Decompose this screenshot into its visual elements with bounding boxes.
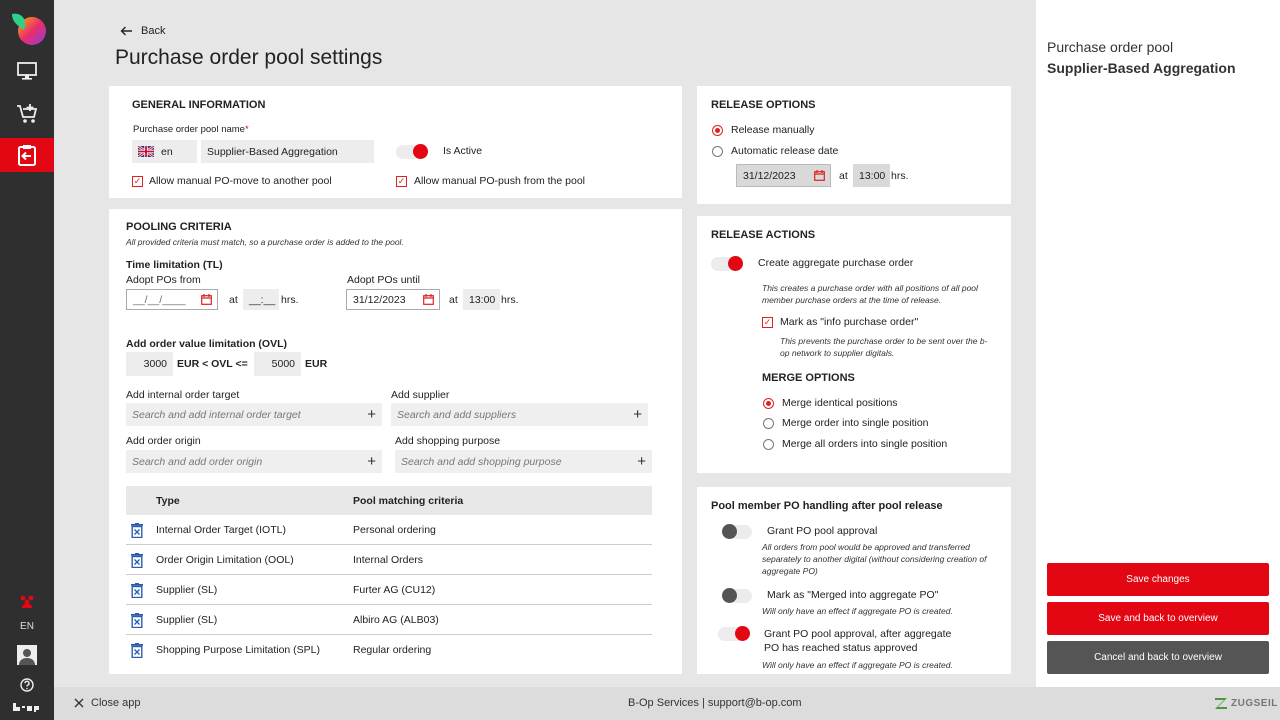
release-options-heading: RELEASE OPTIONS: [711, 99, 816, 111]
trash-icon[interactable]: [131, 583, 143, 598]
page-title: Purchase order pool settings: [115, 46, 383, 69]
clipboard-arrow-icon: [17, 144, 37, 166]
calendar-icon: [814, 170, 825, 181]
brand-logo: [1214, 696, 1278, 710]
save-and-back-button[interactable]: Save and back to overview: [1047, 602, 1269, 635]
row-value: Internal Orders: [353, 553, 424, 566]
pooling-heading: POOLING CRITERIA: [126, 221, 232, 233]
plus-icon[interactable]: +: [637, 453, 646, 470]
release-hrs-label: hrs.: [891, 170, 909, 182]
trash-icon[interactable]: [131, 613, 143, 628]
manual-push-checkbox[interactable]: ✓: [397, 176, 406, 186]
release-manual-radio[interactable]: [712, 125, 723, 136]
side-title: Purchase order pool: [1047, 39, 1174, 55]
table-row: [126, 545, 652, 575]
merge-all-label: Merge all orders into single position: [782, 438, 948, 450]
merge-single-radio[interactable]: [763, 418, 774, 429]
ovl-max-input[interactable]: 5000: [254, 352, 301, 376]
release-date-input[interactable]: [736, 164, 831, 187]
merged-mark-note: Will only have an effect if aggregate PO is created.: [762, 606, 953, 616]
supplier-label: Add supplier: [391, 389, 450, 401]
language-code: en: [161, 145, 173, 158]
row-type: Supplier (SL): [156, 583, 218, 596]
merged-mark-toggle[interactable]: [722, 589, 752, 603]
merge-single-label: Merge order into single position: [782, 417, 929, 429]
from-hrs-label: hrs.: [281, 294, 299, 306]
grant-after-label: Grant PO pool approval, after aggregate PO has reached status approved: [764, 628, 952, 654]
table-row: [126, 635, 652, 665]
iot-label: Add internal order target: [126, 389, 240, 401]
release-auto-label: Automatic release date: [731, 145, 839, 157]
is-active-label: Is Active: [443, 145, 483, 157]
manual-move-checkbox[interactable]: ✓: [133, 176, 142, 186]
language-switch[interactable]: EN: [20, 621, 34, 632]
row-type: Shopping Purpose Limitation (SPL): [156, 644, 321, 656]
bop-logo-icon: [12, 702, 42, 712]
adopt-from-label: Adopt POs from: [126, 274, 201, 286]
adopt-until-time-input[interactable]: 13:00: [463, 289, 500, 310]
uk-flag-icon: [138, 146, 154, 157]
ovl-condition-label: EUR < OVL <=: [177, 358, 248, 370]
grant-approval-toggle[interactable]: [722, 525, 752, 539]
member-handling-heading: Pool member PO handling after pool release: [711, 500, 943, 512]
adopt-until-date-input[interactable]: [346, 289, 440, 310]
from-at-label: at: [229, 294, 238, 306]
column-criteria: Pool matching criteria: [353, 494, 464, 507]
adopt-from-time-input[interactable]: __:__: [243, 289, 279, 310]
monitor-nav-item[interactable]: [0, 54, 54, 88]
calendar-icon: [423, 294, 434, 305]
until-hrs-label: hrs.: [501, 294, 519, 306]
trash-icon[interactable]: [131, 643, 143, 658]
row-type: Internal Order Target (IOTL): [156, 523, 286, 536]
row-type: Order Origin Limitation (OOL): [156, 553, 294, 566]
calendar-icon: [201, 294, 212, 305]
supplier-search-input[interactable]: Search and add suppliers +: [391, 403, 648, 426]
trash-icon[interactable]: [131, 553, 143, 568]
release-at-label: at: [839, 170, 848, 182]
release-time-input[interactable]: 13:00: [853, 164, 890, 187]
manual-move-label: Allow manual PO-move to another pool: [149, 175, 332, 187]
purpose-label: Add shopping purpose: [395, 435, 501, 447]
ovl-heading: Add order value limitation (OVL): [126, 338, 288, 350]
team-icon: [19, 595, 35, 609]
footer-bar: [54, 687, 1280, 720]
adopt-until-date: 31/12/2023: [353, 293, 406, 306]
merge-all-radio[interactable]: [763, 439, 774, 450]
column-type: Type: [156, 494, 180, 507]
create-aggregate-toggle[interactable]: [711, 257, 741, 271]
bop-logo: [0, 698, 54, 716]
plus-icon[interactable]: +: [367, 406, 376, 423]
create-aggregate-note: This creates a purchase order with all positions of all pool member purchase orders at the time of release.: [762, 283, 978, 304]
footer-support-text: B-Op Services | support@b-op.com: [628, 697, 802, 709]
avatar-icon: [17, 645, 37, 665]
plus-icon[interactable]: +: [633, 406, 642, 423]
left-nav-rail: [0, 0, 54, 720]
adopt-from-date: __/__/____: [133, 293, 186, 306]
manual-push-label: Allow manual PO-push from the pool: [414, 175, 585, 187]
save-button[interactable]: Save changes: [1047, 563, 1269, 596]
row-type: Supplier (SL): [156, 613, 218, 626]
release-manual-label: Release manually: [731, 124, 815, 136]
language-select[interactable]: [132, 140, 197, 163]
create-aggregate-label: Create aggregate purchase order: [758, 257, 914, 269]
release-auto-radio[interactable]: [712, 146, 723, 157]
app-logo: [8, 10, 48, 48]
trash-icon[interactable]: [131, 523, 143, 538]
pool-name-input[interactable]: Supplier-Based Aggregation: [201, 140, 374, 163]
ovl-unit-label: EUR: [305, 358, 328, 370]
side-subtitle: Supplier-Based Aggregation: [1047, 60, 1236, 76]
back-label: Back: [141, 25, 166, 37]
monitor-icon: [17, 62, 37, 80]
info-po-note: This prevents the purchase order to be sent over the b-op network to supplier digitals.: [780, 336, 988, 358]
release-date: 31/12/2023: [743, 169, 796, 182]
adopt-until-label: Adopt POs until: [347, 274, 420, 286]
info-po-checkbox[interactable]: ✓: [763, 317, 772, 327]
close-icon: [74, 698, 84, 708]
merge-identical-radio[interactable]: [763, 398, 774, 409]
release-actions-heading: RELEASE ACTIONS: [711, 229, 816, 241]
row-value: Regular ordering: [353, 644, 432, 656]
cancel-button[interactable]: Cancel and back to overview: [1047, 641, 1269, 674]
help-icon: [20, 678, 34, 692]
pooling-note: All provided criteria must match, so a purchase order is added to the pool.: [126, 237, 404, 247]
plus-icon[interactable]: +: [367, 453, 376, 470]
add-cart-icon: [16, 103, 38, 125]
criteria-table-header: [126, 486, 652, 515]
arrow-left-icon: [120, 26, 133, 36]
table-row: [126, 575, 652, 605]
is-active-toggle[interactable]: [396, 145, 426, 159]
grant-after-note: Will only have an effect if aggregate PO is created.: [762, 660, 953, 670]
close-app-label: Close app: [91, 697, 141, 709]
ovl-min-input[interactable]: 3000: [126, 352, 173, 376]
table-row: [126, 515, 652, 545]
close-app-button[interactable]: [74, 697, 141, 709]
grant-approval-note: All orders from pool would be approved and transferred separately to another digital (without considering creation of aggregate PO): [762, 542, 987, 576]
origin-search-input[interactable]: Search and add order origin +: [126, 450, 382, 473]
until-at-label: at: [449, 294, 458, 306]
grant-after-toggle[interactable]: [718, 627, 748, 641]
user-nav-item[interactable]: [0, 640, 54, 670]
pool-name-label: Purchase order pool name*: [133, 124, 249, 135]
grant-approval-label: Grant PO pool approval: [767, 525, 878, 537]
merged-mark-label: Mark as "Merged into aggregate PO": [767, 589, 939, 601]
brand-name: ZUGSEIL: [1231, 697, 1278, 709]
row-value: Furter AG (CU12): [353, 583, 436, 596]
table-row: [126, 605, 652, 635]
general-heading: GENERAL INFORMATION: [132, 99, 266, 111]
purpose-search-input[interactable]: Search and add shopping purpose +: [395, 450, 652, 473]
zugseil-logo-icon: [1214, 696, 1228, 710]
row-value: Personal ordering: [353, 523, 436, 536]
info-po-label: Mark as "info purchase order": [780, 316, 919, 328]
purchase-pool-nav-item[interactable]: [0, 138, 54, 172]
origin-label: Add order origin: [126, 435, 201, 447]
time-limitation-heading: Time limitation (TL): [126, 259, 223, 271]
back-link[interactable]: [120, 25, 165, 37]
team-nav-item[interactable]: [0, 588, 54, 616]
merge-options-heading: MERGE OPTIONS: [762, 372, 855, 384]
adopt-from-date-input[interactable]: [126, 289, 218, 310]
iot-search-input[interactable]: Search and add internal order target +: [126, 403, 382, 426]
add-to-cart-nav-item[interactable]: [0, 97, 54, 131]
row-value: Albiro AG (ALB03): [353, 613, 439, 626]
merge-identical-label: Merge identical positions: [782, 397, 898, 409]
help-nav-item[interactable]: [0, 674, 54, 696]
